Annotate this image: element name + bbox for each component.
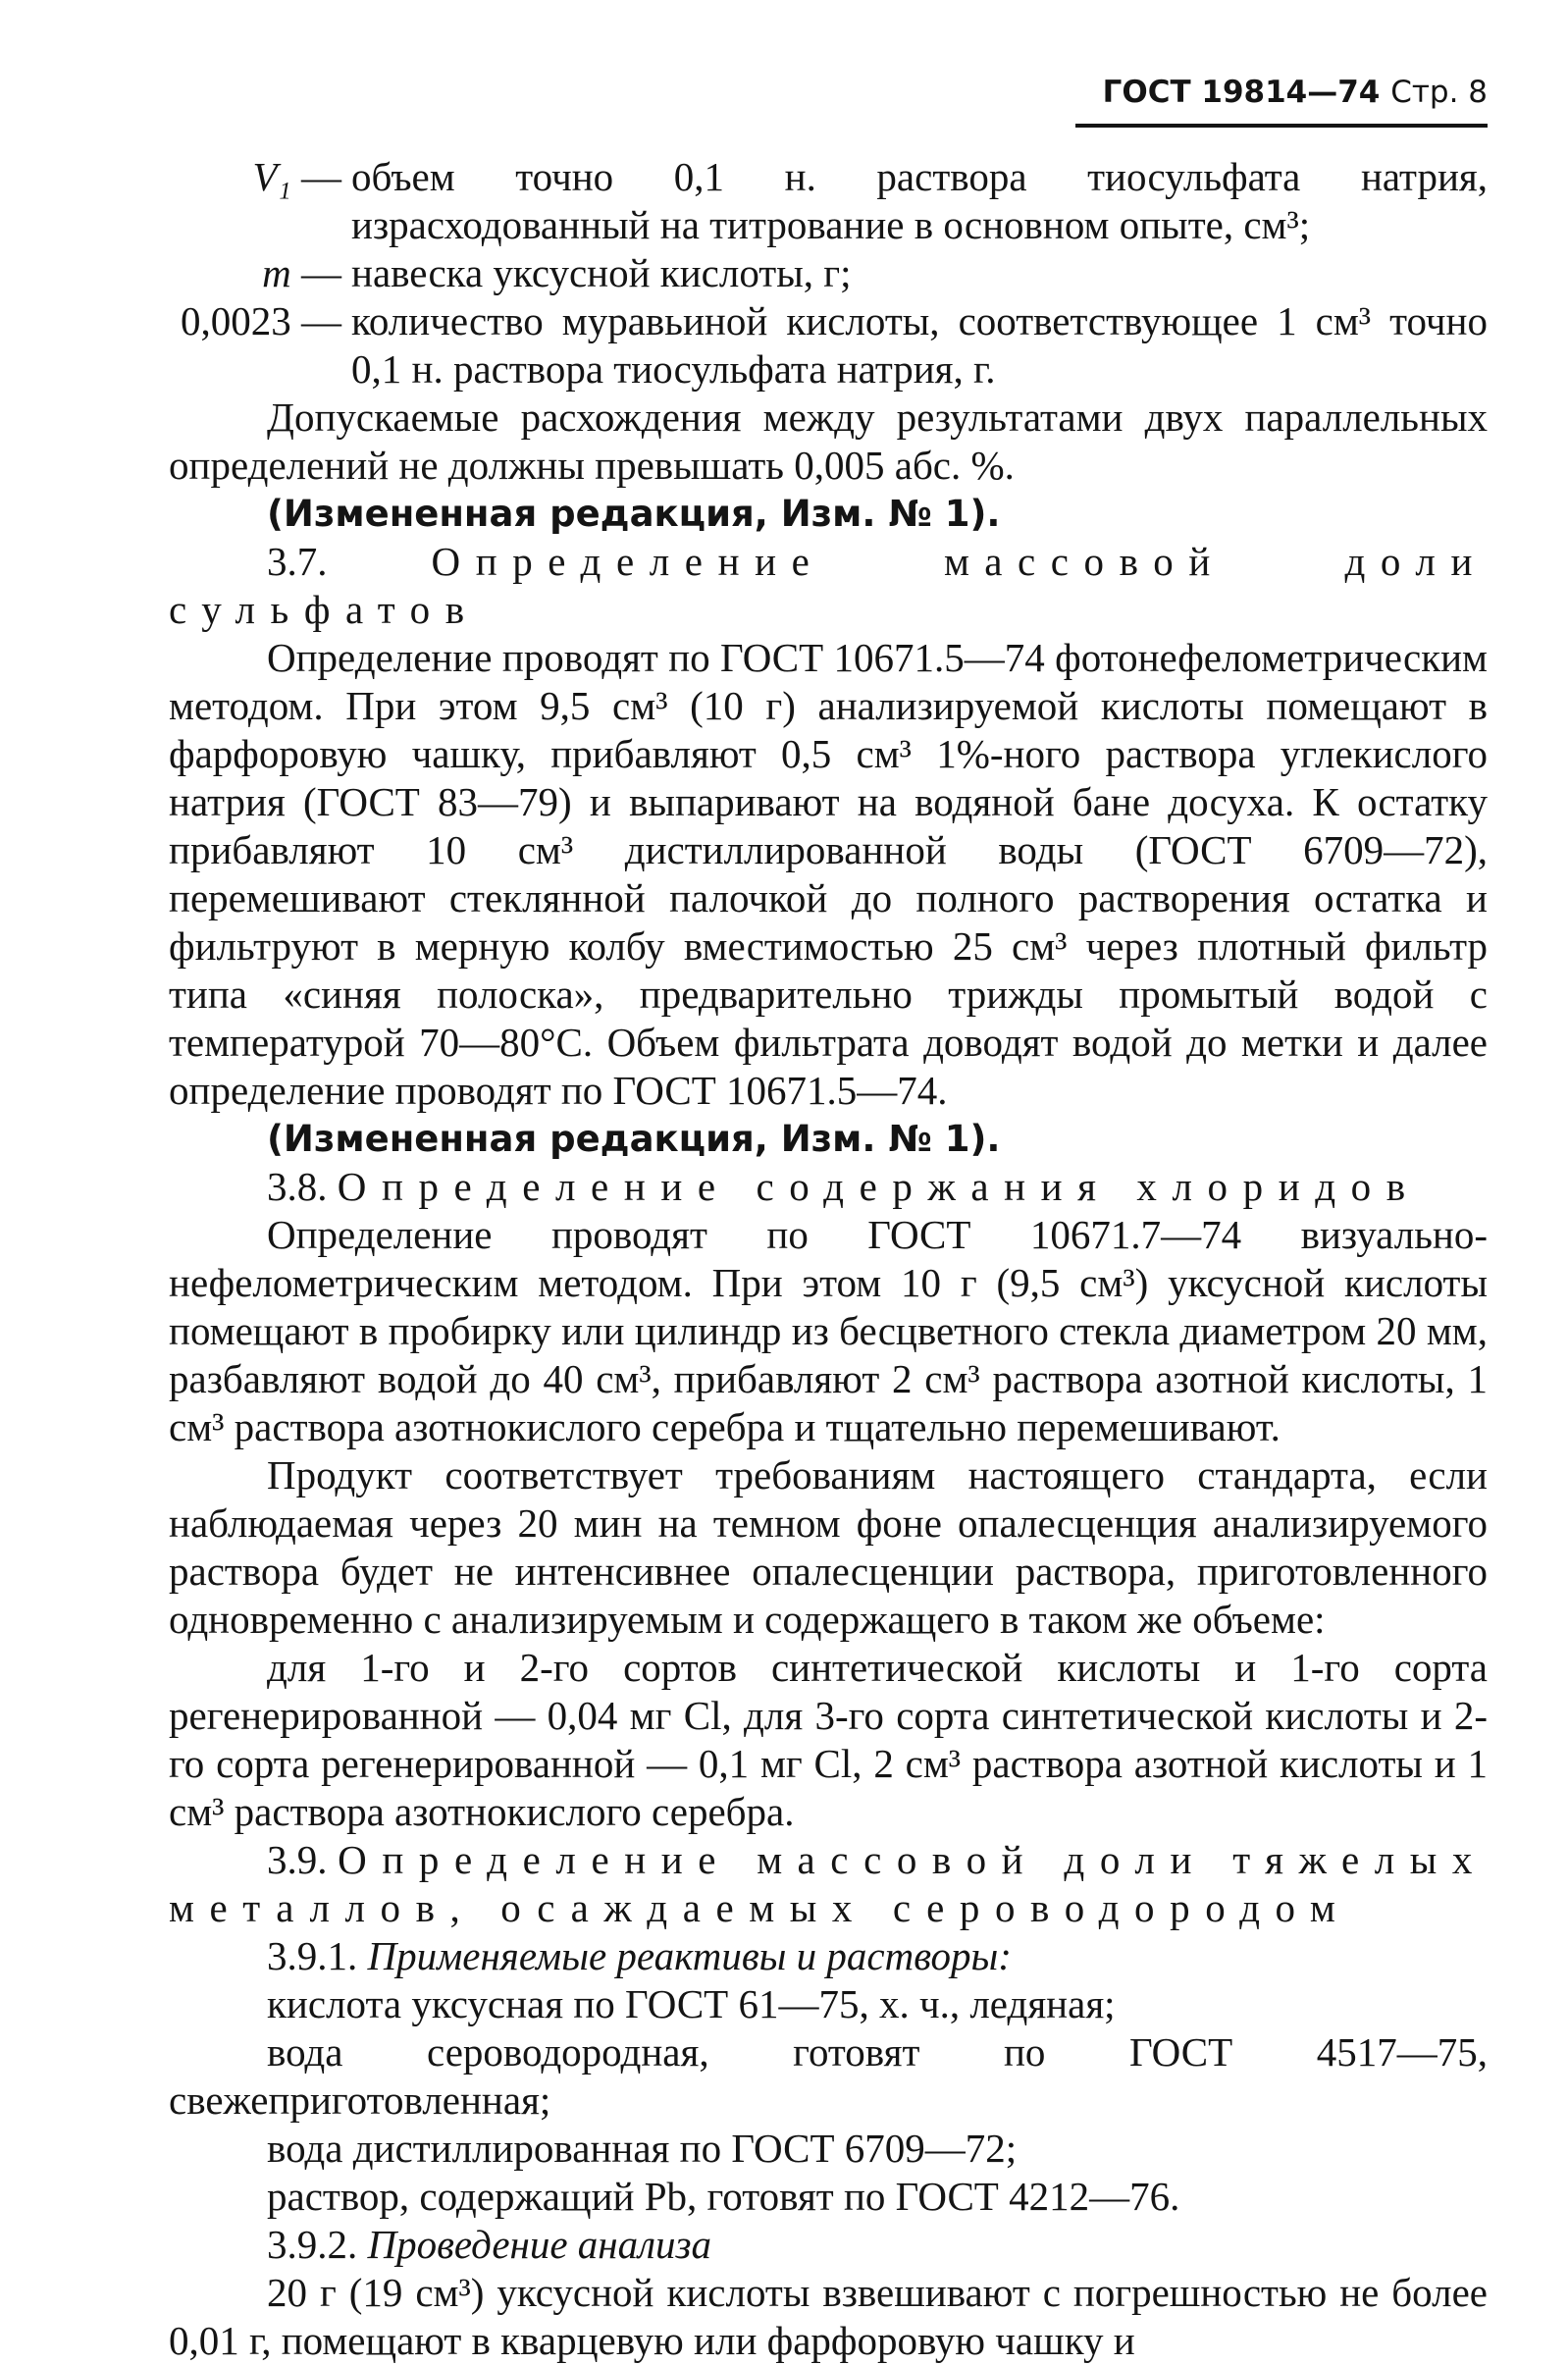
section-number: 3.8. [267,1164,328,1209]
reagent-item: раствор, содержащий Pb, готовят по ГОСТ 4212—76. [267,2174,1180,2219]
formula-legend [169,153,1488,394]
subsection-heading-3-9-2 [169,2221,1488,2269]
section-title: Определение содержания хлоридов [337,1164,1421,1209]
subsection-title: Проведение анализа [367,2222,712,2267]
reagent-item: кислота уксусная по ГОСТ 61—75, х. ч., ледяная; [267,1981,1116,2026]
amendment-note: (Измененная редакция, Изм. № 1). [267,493,1001,535]
reagent-item: вода дистиллированная по ГОСТ 6709—72; [267,2126,1018,2171]
section-number: 3.9. [267,1837,328,1882]
tolerance-paragraph: Допускаемые расхождения между результатами двух параллельных определений не должны превышать 0,005 абс. %. [169,394,1488,488]
section-number: 3.7. [267,539,328,584]
subsection-heading-3-9-1 [169,1932,1488,1980]
page-header [1075,69,1488,128]
document-page [169,69,1488,2363]
paragraph-sulfates: Определение проводят по ГОСТ 10671.5—74 фотонефелометрическим методом. При этом 9,5 см³ (10 г) анализируемой кислоты помещают в фарфоровую чашку, прибавляют 0,5 см³ 1%-ного раствора углекислого натрия (ГОСТ 83—79) и выпаривают на водяной бане досуха. К остатку прибавляют 10 см³ дистиллированной воды (ГОСТ 6709—72), перемешивают стеклянной палочкой до полного растворения остатка и фильтруют в мерную колбу вместимостью 25 см³ через плотный фильтр типа «синяя полоска», предварительно трижды промытый водой с температурой 70—80°С. Объем фильтрата доводят водой до метки и далее определение проводят по ГОСТ 10671.5—74. [169,635,1488,1113]
section-title: Определение массовой доли тяжелых металлов, осаждаемых сероводородом [169,1837,1488,1930]
section-heading-3-8 [169,1163,1488,1211]
header-page-number: Стр. 8 [1390,75,1488,110]
legend-symbol: 0,0023 [181,298,291,343]
subsection-number: 3.9.1. [267,1933,358,1978]
paragraph-chlorides-grades: для 1-го и 2-го сортов синтетической кислоты и 1-го сорта регенерированной — 0,04 мг Cl, для 3-го сорта синтетической кислоты и 2-го сорта регенерированной — 0,1 мг Cl, 2 см³ раствора азотной кислоты и 1 см³ раствора азотнокислого серебра. [169,1645,1488,1834]
section-heading-3-9 [169,1836,1488,1932]
legend-text: объем точно 0,1 н. раствора тиосульфата натрия, израсходованный на титрование в основном опыте, см³; [351,154,1488,247]
legend-row: 0,0023 — количество муравьиной кислоты, соответствующее 1 см³ точно 0,1 н. раствора тиосульфата натрия, г. [181,298,1488,392]
legend-symbol: V₁ [252,154,291,199]
paragraph-chlorides-criterion: Продукт соответствует требованиям настоящего стандарта, если наблюдаемая через 20 мин на темном фоне опалесценция анализируемого раствора будет не интенсивнее опалесценции раствора, приготовленного одновременно с анализируемым и содержащего в таком же объеме: [169,1452,1488,1642]
amendment-note: (Измененная редакция, Изм. № 1). [267,1118,1001,1160]
paragraph-analysis: 20 г (19 см³) уксусной кислоты взвешивают с погрешностью не более 0,01 г, помещают в кварцевую или фарфоровую чашку и [169,2270,1488,2363]
page-body [169,153,1488,2365]
subsection-number: 3.9.2. [267,2222,358,2267]
paragraph-chlorides-method: Определение проводят по ГОСТ 10671.7—74 визуально-нефелометрическим методом. При этом 10 г (9,5 см³) уксусной кислоты помещают в пробирку или цилиндр из бесцветного стекла диаметром 20 мм, разбавляют водой до 40 см³, прибавляют 2 см³ раствора азотной кислоты, 1 см³ раствора азотнокислого серебра и тщательно перемешивают. [169,1212,1488,1449]
legend-row: m — навеска уксусной кислоты, г; [169,249,1488,297]
legend-text: количество муравьиной кислоты, соответствующее 1 см³ точно 0,1 н. раствора тиосульфата натрия, г. [351,298,1488,392]
legend-row: V₁ — объем точно 0,1 н. раствора тиосульфата натрия, израсходованный на титрование в основном опыте, см³; [252,154,1488,247]
subsection-title: Применяемые реактивы и растворы: [367,1933,1012,1978]
section-heading-3-7 [169,538,1488,634]
section-title: Определение массовой доли сульфатов [169,539,1488,632]
header-doc-number: ГОСТ 19814—74 [1102,75,1381,110]
legend-symbol: m [262,250,291,295]
reagent-item: вода сероводородная, готовят по ГОСТ 4517—75, свежеприготовленная; [169,2029,1488,2123]
legend-text: навеска уксусной кислоты, г; [351,250,852,295]
